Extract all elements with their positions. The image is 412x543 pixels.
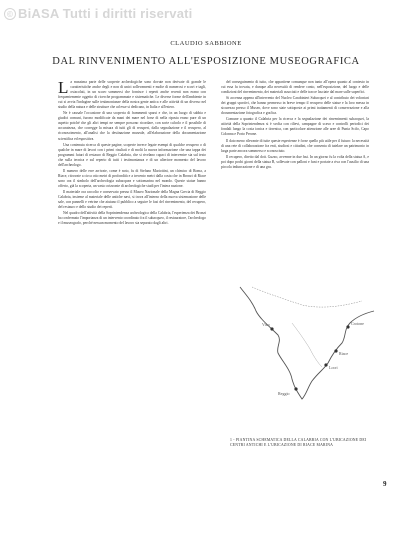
map-label: Riace bbox=[339, 351, 349, 356]
map-label: Locri bbox=[329, 365, 338, 370]
paragraph: Comune a quanto il Calabria per la ricerca e la segnalazione dei rinvenimenti subacquei, la attività della Soprintendenza si è svolta con rilievi, campagne di scavo e controlli periodici dei fondali lungo la costa ionica e tirrenica, con particolare attenzione alle aree di Punta Scifo, Capo Colonna e Porto Perone. bbox=[221, 117, 369, 137]
paragraph-text: a massima parte delle scoperte archeologiche sono dovute non derivate di grande le caratteristiche anche degli e non di unici sollevamenti e molte di numerosi e scavi e tagli, ostacolati, in un scavo sommersi che fornisce i reperti anche recenti non erano con frequentemente oggetto di ricerche programmate e sistematiche. Le diverse forme dell'ambiente in cui si avvia l'indagine sulle testimonianze della nostra gente antica e alle attività di un diverso nel studio della natura e delle strutture che ad esse si dedicano, in Italia e all'estero. bbox=[58, 80, 206, 110]
river bbox=[292, 323, 322, 367]
site-marker bbox=[334, 349, 337, 352]
article-title: DAL RINVENIMENTO ALL'ESPOSIZIONE MUSEOGRAFICA bbox=[52, 56, 360, 67]
drop-cap: L bbox=[58, 78, 69, 97]
watermark-text: BiASA Tutti i diritti riservati bbox=[18, 6, 193, 21]
site-marker bbox=[324, 363, 327, 366]
paragraph: Si accenna appena all'intervento del Nucleo Carabinieri Subacquei e al contributo dei volontari dei gruppi sportivi, che hanno permesso in breve tempo il recupero delle statue e la loro messa in sicurezza presso il Museo, dove sono state sottoposte ai primi trattamenti di conservazione e alla documentazione fotografica e grafica. bbox=[221, 96, 369, 116]
text-column-right bbox=[221, 80, 369, 171]
figure-caption: 1 - PIANTINA SCHEMATICA DELLA CALABRIA CON L'UBICAZIONE DEI CENTRI ANTICHI E L'UBICAZIONE DI RIACE MARINA bbox=[230, 438, 367, 448]
text-column-left bbox=[58, 80, 206, 227]
map-label: Reggio bbox=[278, 391, 290, 396]
site-marker bbox=[270, 327, 273, 330]
copyright-icon: © bbox=[4, 8, 16, 20]
paragraph: Il recupero, diretto dal dott. Guzzo, avvenne in due fasi. In un giorno fu la volta della statua A, e poi dopo pochi giorni della statua B, sollevate con palloni e funi e portate a riva con l'ausilio di una piccola imbarcazione e di una gru. bbox=[221, 154, 369, 169]
inland-boundary bbox=[252, 287, 362, 307]
site-marker bbox=[294, 387, 297, 390]
calabria-map bbox=[232, 283, 382, 407]
page-number: 9 bbox=[383, 480, 387, 488]
paragraph: Il dato meno rilevante di tutte queste esperienze è forse quello più utile per il futuro: la necessità di una rete di collaborazione fra enti, studiosi e cittadini, che consenta di tutelare un patrimonio in larga parte ancora sommerso e sconosciuto. bbox=[221, 138, 369, 153]
paragraph: Il numero delle erre arrivate, come è noto, fu di Stefano Mariottini, un chimico di Roma, a Riace, ritrovate a circa otto metri di profondità e a trecento metri dalla costa che in Bronzi di Riace sono ora il simbolo dell'archeologia subacquea e sottomarina nel mondo. Queste statue hanno offerto, già la scoperta, un vasto orizzonte di archeologiche studi per l'intera nazione. bbox=[58, 168, 206, 188]
paragraph bbox=[58, 80, 206, 110]
map-label: Vibo bbox=[262, 322, 270, 327]
paragraph: Una contenuta ricerca di queste pagine, scoperte invece legate esempi di qualche recupero o di qualche in mare di lavori con i primi risultati e di molti la nuova informazione che una tappa dei programmi futuri di restauro di Reggio Calabria, che si rivelano capaci di intervenire sia sul testo che sulla tecnica e sul reperto di tutti i testimonianza e di un ulteriore momento del lavoro dell'archeologo. bbox=[58, 142, 206, 167]
coastline bbox=[240, 287, 374, 399]
paragraph: Nel quadro dell'attività della Soprintendenza archeologica della Calabria, l'esperienza dei Bronzi ha confermato l'importanza di un intervento coordinato fra il subacqueo, il restauratore, l'archeologo e il museografo, perché nessun momento del lavoro sia separato dagli altri. bbox=[58, 211, 206, 226]
author-name: CLAUDIO SABBIONE bbox=[170, 40, 242, 47]
map-label: Crotone bbox=[351, 321, 364, 326]
site-marker bbox=[346, 325, 349, 328]
paragraph: Ne è causale l'occasione di una scoperta di frammenti sparsi e che, in un luogo di sabbia e giudici comuni, furono modificate da mani dei mare nel forse di nella riposta erano pure di un aspetto poiché che gli altri tempi ne sempre possono ricordare, con sorte calcolo e il possibile di accuratezza, che corregge la misura di tutti gli di recuperi, dalla segnalazione e il recupero, al riconoscimento, all'analisi che la destinazione museale, all'elaborazione della documentazione scientifica ed espositiva. bbox=[58, 111, 206, 141]
paragraph: Il materiale ora raccolto e conservato presso il Museo Nazionale della Magna Grecia di Reggio Calabria, insieme al materiale delle antiche navi, si trova all'interno della nuova sistemazione delle sale, con pannelli e vetrine che aiutano il pubblico a seguire le fasi del rinvenimento, del recupero, del restauro e dello studio dei reperti. bbox=[58, 189, 206, 210]
paragraph: del conseguimento di tutto, che appartiene comunque non tanto all'opera quanto al contesto in cui essa fu trovata, e dunque alla necessità di rendere conto, nell'esposizione, del luogo e delle condizioni del rinvenimento, dei materiali associati e delle tracce lasciate dal mare sulle superfici. bbox=[221, 80, 369, 95]
watermark bbox=[4, 6, 193, 21]
